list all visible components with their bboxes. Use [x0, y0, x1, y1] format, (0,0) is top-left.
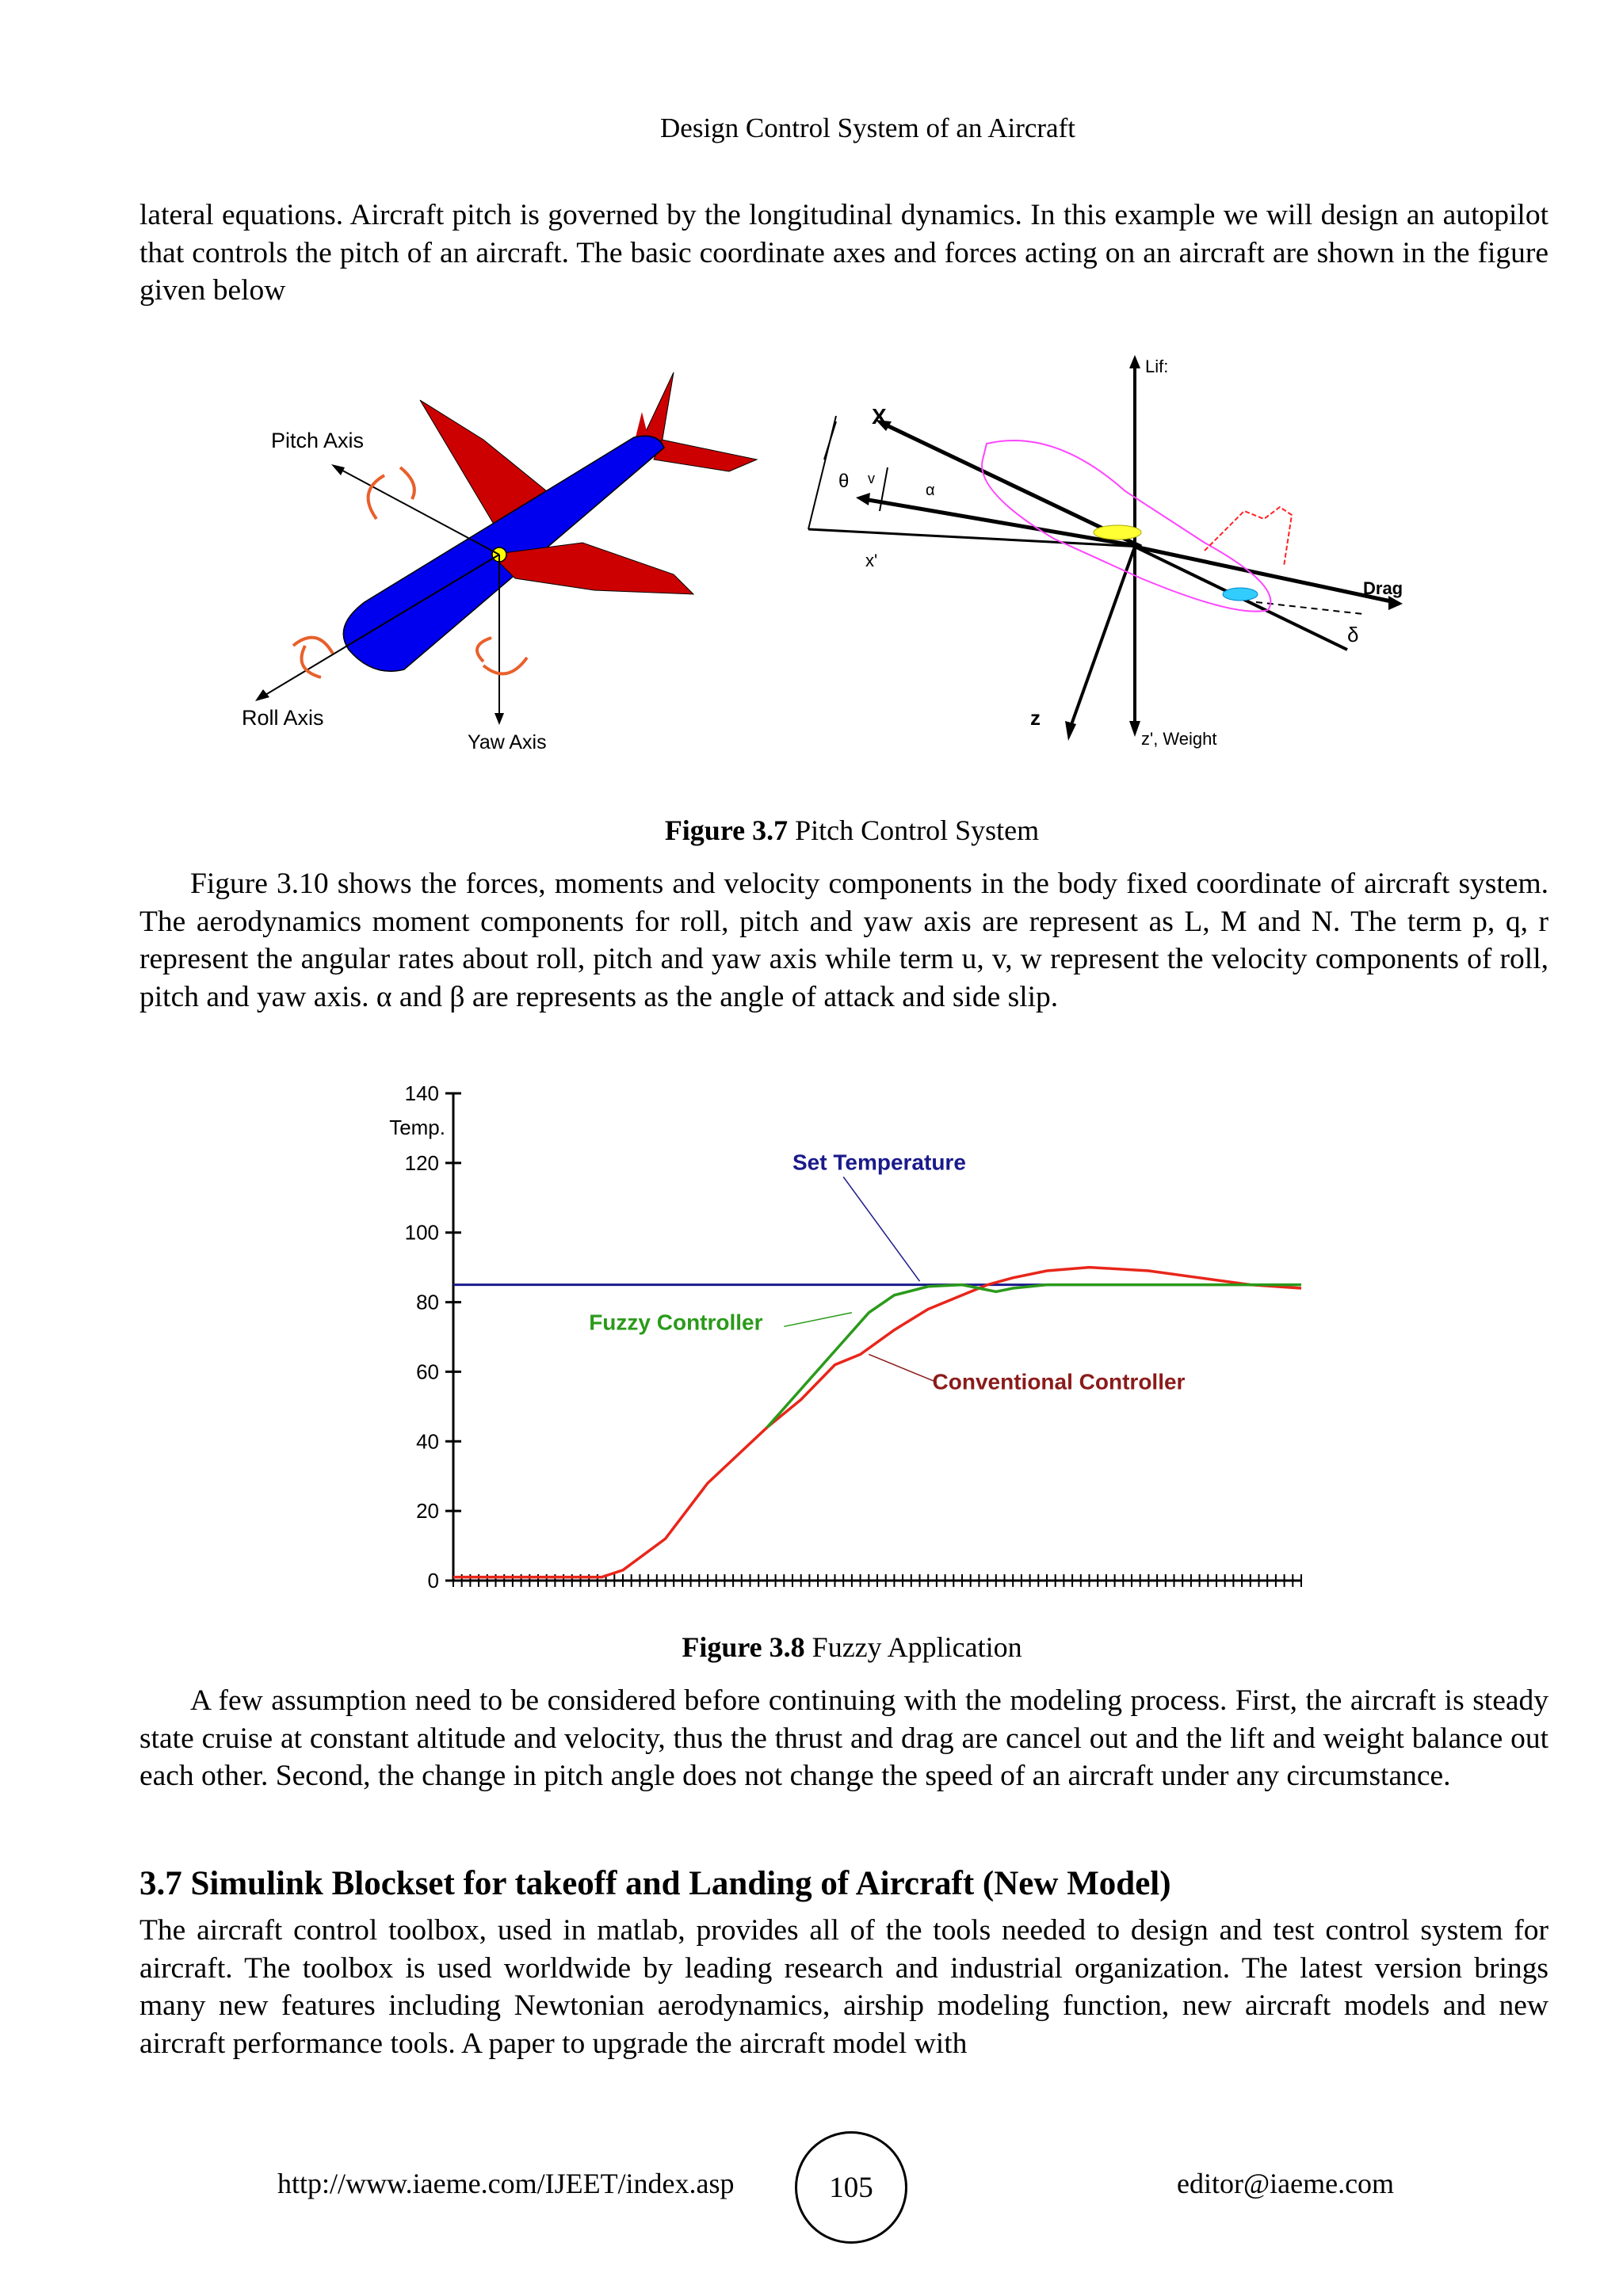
tail-outline	[1205, 507, 1292, 566]
y-axis-label: Temp.	[389, 1116, 445, 1139]
horizontal-stabilizer	[654, 440, 757, 471]
lift-label: Lif:	[1145, 357, 1169, 376]
pitch-rotation-arrow	[369, 475, 384, 519]
set-temperature-pointer	[843, 1177, 919, 1281]
section-heading-3-7: 3.7 Simulink Blockset for takeoff and Landing of Aircraft (New Model)	[139, 1865, 1171, 1902]
figure-3-7-number: Figure 3.7	[664, 814, 789, 846]
z-body-arrowhead	[1065, 721, 1076, 741]
yaw-rotation-arrow	[477, 638, 491, 662]
paragraph-intro: lateral equations. Aircraft pitch is governed by the longitudinal dynamics. In this example we will design an autopilot that controls the pitch of an aircraft. The basic coordinate axes and forces acting on an aircraft are shown in the figure given below	[139, 199, 1549, 307]
lift-arrowhead	[1129, 355, 1140, 368]
elevator-section	[1223, 588, 1258, 601]
chart-lines	[453, 1268, 1301, 1577]
alpha-label: α	[926, 482, 935, 499]
weight-arrowhead	[1129, 721, 1140, 737]
z-body-axis	[1070, 547, 1135, 729]
x-prime-label: x'	[865, 551, 878, 570]
fuzzy-controller-line	[767, 1285, 1301, 1428]
running-head: Design Control System of an Aircraft	[660, 113, 1075, 143]
y-tick-label: 80	[416, 1290, 439, 1314]
conventional-controller-pointer	[869, 1354, 937, 1382]
paragraph-forces: Figure 3.10 shows the forces, moments and velocity components in the body fixed coordinate of aircraft system. The aerodynamics moment components for roll, pitch and yaw axis are represent as L, M and N. The term p, q, r represent the angular rates about roll, pitch and yaw axis while term u, v, w represent the velocity components of roll, pitch and yaw axis. α and β are represents as the angle of attack and side slip.	[139, 868, 1549, 1013]
y-tick-label: 100	[404, 1220, 439, 1245]
drag-vector	[1135, 547, 1395, 602]
roll-axis-line	[262, 555, 499, 697]
fuzzy-controller-pointer	[784, 1313, 852, 1327]
figure-3-8-number: Figure 3.8	[682, 1631, 805, 1663]
velocity-arrowhead	[856, 493, 870, 505]
x-label: X	[872, 404, 887, 429]
right-wing	[491, 543, 693, 594]
aircraft-axes-diagram	[230, 364, 800, 761]
pitch-rotation-arrow-2	[400, 467, 414, 499]
y-tick-label: 120	[404, 1150, 439, 1175]
weight-label: z', Weight	[1141, 729, 1217, 749]
yaw-axis-arrowhead	[495, 713, 504, 725]
roll-rotation-arrow-2	[293, 638, 333, 654]
v-label: v	[868, 471, 875, 486]
conventional-controller-label: Conventional Controller	[932, 1369, 1186, 1394]
pitch-axis-arrowhead	[331, 464, 345, 475]
theta-label: θ	[838, 471, 850, 492]
paragraph-toolbox: The aircraft control toolbox, used in matlab, provides all of the tools needed to design and test control system for aircraft. The toolbox is used worldwide by leading research and industrial organization. The latest version brings many new features including Newtonian aerodynamics, airship modeling function, new aircraft models and new aircraft performance tools. A paper to upgrade the aircraft model with	[139, 1914, 1549, 2060]
roll-rotation-arrow	[302, 646, 322, 677]
y-tick-label: 0	[427, 1569, 439, 1592]
y-tick-label: 20	[416, 1499, 439, 1524]
theta-arrow	[824, 421, 836, 460]
wing-section	[1094, 525, 1141, 540]
y-tick-label: 60	[416, 1360, 439, 1384]
figure-3-8-caption	[0, 1630, 1623, 1664]
figure-3-7-title: Pitch Control System	[788, 814, 1040, 846]
conventional-controller-line	[453, 1268, 1301, 1577]
figure-3-8-title: Fuzzy Application	[804, 1631, 1022, 1663]
drag-label: Drag	[1363, 578, 1403, 598]
roll-axis-arrowhead	[255, 689, 269, 701]
aircraft-forces-diagram	[792, 349, 1411, 761]
page-number: 105	[795, 2131, 907, 2244]
roll-axis-label: Roll Axis	[242, 706, 324, 730]
footer-email[interactable]: editor@iaeme.com	[1177, 2168, 1395, 2199]
yaw-rotation-arrow-2	[483, 658, 527, 673]
pitch-axis-label: Pitch Axis	[271, 429, 365, 452]
y-tick-label: 140	[404, 1081, 439, 1105]
footer-url[interactable]: http://www.iaeme.com/IJEET/index.asp	[277, 2168, 735, 2199]
yaw-axis-label: Yaw Axis	[468, 731, 547, 753]
fuzzy-controller-label: Fuzzy Controller	[589, 1310, 763, 1335]
y-tick-label: 40	[416, 1429, 439, 1454]
set-temperature-label: Set Temperature	[792, 1150, 966, 1175]
delta-label: δ	[1347, 623, 1359, 646]
paragraph-assumptions: A few assumption need to be considered before continuing with the modeling process. First, the aircraft is steady state cruise at constant altitude and velocity, thus the thrust and drag are cancel out and the lift and weight balance out each other. Second, the change in pitch angle does not change the speed of an aircraft under any circumstance.	[139, 1684, 1549, 1792]
fuzzy-application-chart	[365, 1077, 1316, 1600]
chart-annotations	[589, 1150, 1185, 1394]
figure-3-7-caption	[0, 814, 1623, 847]
z-label: z	[1030, 706, 1041, 730]
